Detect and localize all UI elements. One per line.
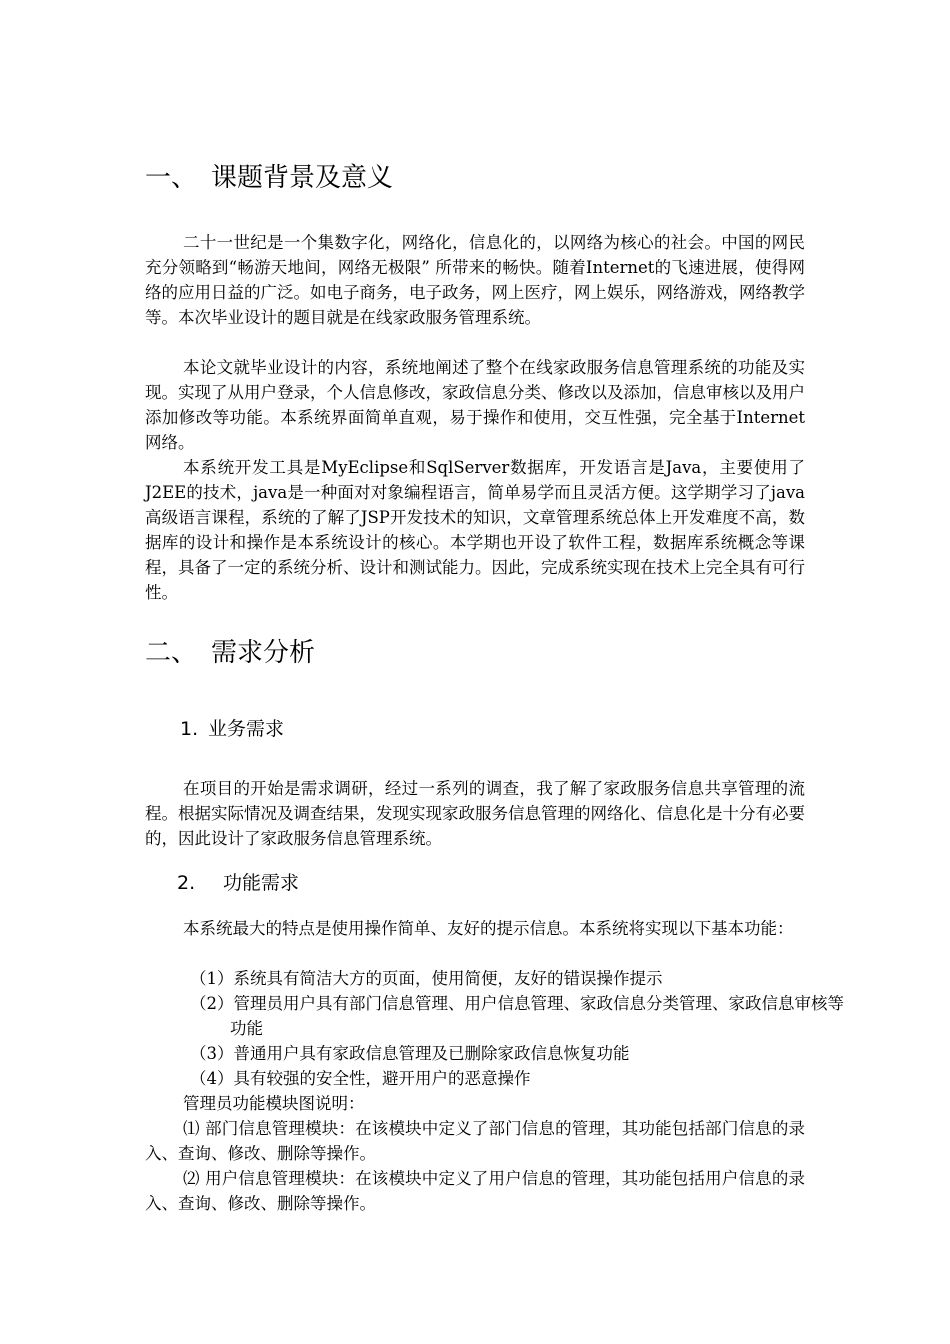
subsection-title: 业务需求 xyxy=(208,718,285,740)
subsection-number: 1. xyxy=(180,718,199,740)
subsection-heading-2 xyxy=(177,870,299,896)
section-heading-1 xyxy=(145,162,393,194)
list-item: （2）管理员用户具有部门信息管理、用户信息管理、家政信息分类管理、家政信息审核等功能 xyxy=(190,994,844,1038)
section-heading-2 xyxy=(145,637,315,669)
paragraph: 在项目的开始是需求调研，经过一系列的调查，我了解了家政服务信息共享管理的流程。根据实际情况及调查结果，发现实现家政服务信息管理的网络化、信息化是十分有必要的，因此设计了家政服务信息管理系统。 xyxy=(145,779,805,848)
paragraph: 二十一世纪是一个集数字化，网络化，信息化的，以网络为核心的社会。中国的网民充分领略到“畅游天地间，网络无极限” 所带来的畅快。随着Internet的飞速进展，使得网络的应用日益的广泛。如电子商务，电子政务，网上医疗，网上娱乐，网络游戏，网络教学等。本次毕业设计的题目就是在线家政服务管理系统。 xyxy=(145,233,805,327)
list-item: （3）普通用户具有家政信息管理及已删除家政信息恢复功能 xyxy=(190,1044,630,1063)
paragraph: 本论文就毕业设计的内容，系统地阐述了整个在线家政服务信息管理系统的功能及实现。实现了从用户登录，个人信息修改，家政信息分类、修改以及添加，信息审核以及用户添加修改等功能。本系统界面简单直观，易于操作和使用，交互性强，完全基于Internet网络。 xyxy=(145,358,805,452)
paragraph: 本系统最大的特点是使用操作简单、友好的提示信息。本系统将实现以下基本功能： xyxy=(183,919,794,938)
paragraph: 本系统开发工具是MyEclipse和SqlServer数据库，开发语言是Java，主要使用了J2EE的技术，java是一种面对对象编程语言，简单易学而且灵活方便。这学期学习了java高级语言课程，系统的了解了JSP开发技术的知识，文章管理系统总体上开发难度不高，数据库的设计和操作是本系统设计的核心。本学期也开设了软件工程，数据库系统概念等课程，具备了一定的系统分析、设计和测试能力。因此，完成系统实现在技术上完全具有可行性。 xyxy=(145,458,805,602)
section-title: 需求分析 xyxy=(211,638,316,668)
module-description: ⑵ 用户信息管理模块：在该模块中定义了用户信息的管理，其功能包括用户信息的录入、查询、修改、删除等操作。 xyxy=(145,1169,805,1213)
list-item: （1）系统具有简洁大方的页面，使用简便，友好的错误操作提示 xyxy=(190,969,663,988)
subsection-number: 2. xyxy=(177,872,196,894)
module-heading: 管理员功能模块图说明： xyxy=(183,1094,365,1113)
subsection-title: 功能需求 xyxy=(223,872,300,894)
list-item: （4）具有较强的安全性，避开用户的恶意操作 xyxy=(190,1069,531,1088)
subsection-heading-1 xyxy=(180,716,284,742)
section-number: 一、 xyxy=(145,163,198,193)
section-number: 二、 xyxy=(145,638,198,668)
section-title: 课题背景及意义 xyxy=(211,163,394,193)
module-description: ⑴ 部门信息管理模块：在该模块中定义了部门信息的管理，其功能包括部门信息的录入、查询、修改、删除等操作。 xyxy=(145,1119,805,1163)
